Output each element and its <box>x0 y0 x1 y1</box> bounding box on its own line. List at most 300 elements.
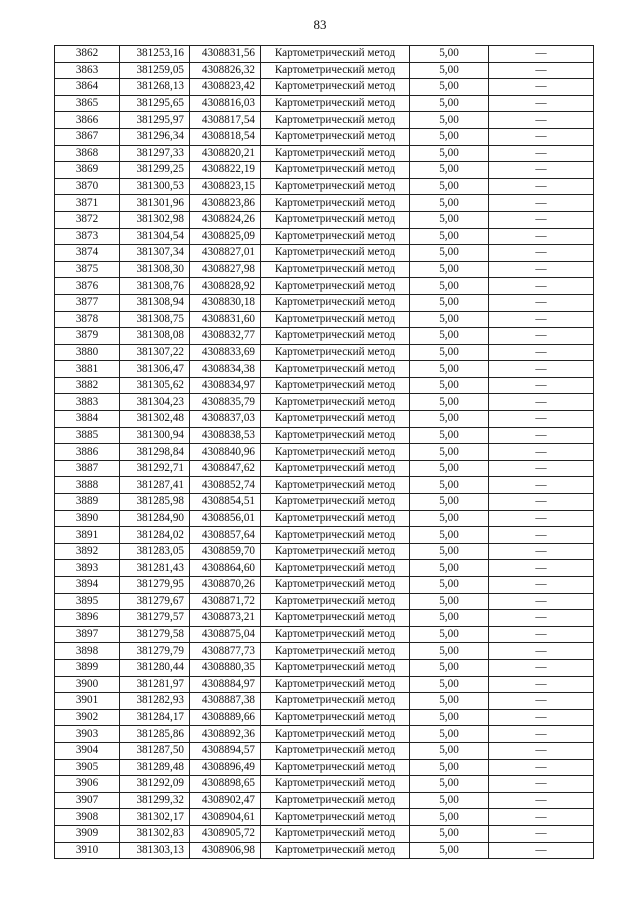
point-number-cell: 3894 <box>55 577 120 594</box>
point-number-cell: 3891 <box>55 527 120 544</box>
x-coordinate-cell: 381279,57 <box>120 610 190 627</box>
table-row <box>55 427 594 444</box>
description-cell: — <box>489 593 594 610</box>
point-number-cell: 3865 <box>55 95 120 112</box>
y-coordinate-cell: 4308816,03 <box>190 95 261 112</box>
table-row <box>55 162 594 179</box>
y-coordinate-cell: 4308832,77 <box>190 328 261 345</box>
y-coordinate-cell: 4308838,53 <box>190 427 261 444</box>
point-number-cell: 3876 <box>55 278 120 295</box>
x-coordinate-cell: 381268,13 <box>120 79 190 96</box>
point-number-cell: 3910 <box>55 842 120 859</box>
point-number-cell: 3905 <box>55 759 120 776</box>
description-cell: — <box>489 195 594 212</box>
description-cell: — <box>489 543 594 560</box>
description-cell: — <box>489 394 594 411</box>
accuracy-cell: 5,00 <box>410 593 489 610</box>
accuracy-cell: 5,00 <box>410 278 489 295</box>
method-cell: Картометрический метод <box>261 112 410 129</box>
accuracy-cell: 5,00 <box>410 560 489 577</box>
description-cell: — <box>489 709 594 726</box>
x-coordinate-cell: 381302,83 <box>120 825 190 842</box>
x-coordinate-cell: 381304,54 <box>120 228 190 245</box>
accuracy-cell: 5,00 <box>410 46 489 63</box>
table-row <box>55 128 594 145</box>
accuracy-cell: 5,00 <box>410 842 489 859</box>
y-coordinate-cell: 4308852,74 <box>190 477 261 494</box>
method-cell: Картометрический метод <box>261 377 410 394</box>
accuracy-cell: 5,00 <box>410 328 489 345</box>
table-row <box>55 328 594 345</box>
y-coordinate-cell: 4308887,38 <box>190 693 261 710</box>
x-coordinate-cell: 381305,62 <box>120 377 190 394</box>
x-coordinate-cell: 381296,34 <box>120 128 190 145</box>
description-cell: — <box>489 245 594 262</box>
y-coordinate-cell: 4308827,01 <box>190 245 261 262</box>
description-cell: — <box>489 377 594 394</box>
y-coordinate-cell: 4308820,21 <box>190 145 261 162</box>
description-cell: — <box>489 79 594 96</box>
y-coordinate-cell: 4308884,97 <box>190 676 261 693</box>
accuracy-cell: 5,00 <box>410 742 489 759</box>
description-cell: — <box>489 776 594 793</box>
accuracy-cell: 5,00 <box>410 79 489 96</box>
table-row <box>55 294 594 311</box>
point-number-cell: 3886 <box>55 444 120 461</box>
point-number-cell: 3890 <box>55 510 120 527</box>
table-row <box>55 742 594 759</box>
accuracy-cell: 5,00 <box>410 195 489 212</box>
description-cell: — <box>489 128 594 145</box>
description-cell: — <box>489 460 594 477</box>
method-cell: Картометрический метод <box>261 494 410 511</box>
description-cell: — <box>489 427 594 444</box>
method-cell: Картометрический метод <box>261 626 410 643</box>
accuracy-cell: 5,00 <box>410 211 489 228</box>
x-coordinate-cell: 381279,58 <box>120 626 190 643</box>
method-cell: Картометрический метод <box>261 394 410 411</box>
accuracy-cell: 5,00 <box>410 809 489 826</box>
accuracy-cell: 5,00 <box>410 693 489 710</box>
x-coordinate-cell: 381306,47 <box>120 361 190 378</box>
accuracy-cell: 5,00 <box>410 427 489 444</box>
accuracy-cell: 5,00 <box>410 311 489 328</box>
method-cell: Картометрический метод <box>261 261 410 278</box>
point-number-cell: 3900 <box>55 676 120 693</box>
method-cell: Картометрический метод <box>261 460 410 477</box>
table-row <box>55 112 594 129</box>
point-number-cell: 3907 <box>55 792 120 809</box>
method-cell: Картометрический метод <box>261 228 410 245</box>
table-row <box>55 228 594 245</box>
x-coordinate-cell: 381259,05 <box>120 62 190 79</box>
table-row <box>55 344 594 361</box>
method-cell: Картометрический метод <box>261 195 410 212</box>
accuracy-cell: 5,00 <box>410 294 489 311</box>
accuracy-cell: 5,00 <box>410 460 489 477</box>
y-coordinate-cell: 4308823,42 <box>190 79 261 96</box>
x-coordinate-cell: 381285,98 <box>120 494 190 511</box>
table-row <box>55 394 594 411</box>
description-cell: — <box>489 742 594 759</box>
table-row <box>55 377 594 394</box>
y-coordinate-cell: 4308902,47 <box>190 792 261 809</box>
x-coordinate-cell: 381285,86 <box>120 726 190 743</box>
accuracy-cell: 5,00 <box>410 95 489 112</box>
point-number-cell: 3903 <box>55 726 120 743</box>
method-cell: Картометрический метод <box>261 62 410 79</box>
table-row <box>55 610 594 627</box>
y-coordinate-cell: 4308818,54 <box>190 128 261 145</box>
x-coordinate-cell: 381308,75 <box>120 311 190 328</box>
point-number-cell: 3871 <box>55 195 120 212</box>
method-cell: Картометрический метод <box>261 211 410 228</box>
accuracy-cell: 5,00 <box>410 128 489 145</box>
table-row <box>55 460 594 477</box>
x-coordinate-cell: 381308,76 <box>120 278 190 295</box>
accuracy-cell: 5,00 <box>410 245 489 262</box>
accuracy-cell: 5,00 <box>410 726 489 743</box>
accuracy-cell: 5,00 <box>410 709 489 726</box>
table-row <box>55 477 594 494</box>
method-cell: Картометрический метод <box>261 527 410 544</box>
description-cell: — <box>489 411 594 428</box>
method-cell: Картометрический метод <box>261 162 410 179</box>
table-row <box>55 825 594 842</box>
x-coordinate-cell: 381281,43 <box>120 560 190 577</box>
y-coordinate-cell: 4308898,65 <box>190 776 261 793</box>
point-number-cell: 3901 <box>55 693 120 710</box>
y-coordinate-cell: 4308906,98 <box>190 842 261 859</box>
table-row <box>55 659 594 676</box>
point-number-cell: 3875 <box>55 261 120 278</box>
x-coordinate-cell: 381302,17 <box>120 809 190 826</box>
table-row <box>55 95 594 112</box>
x-coordinate-cell: 381292,09 <box>120 776 190 793</box>
x-coordinate-cell: 381284,17 <box>120 709 190 726</box>
accuracy-cell: 5,00 <box>410 776 489 793</box>
accuracy-cell: 5,00 <box>410 228 489 245</box>
accuracy-cell: 5,00 <box>410 543 489 560</box>
y-coordinate-cell: 4308840,96 <box>190 444 261 461</box>
point-number-cell: 3902 <box>55 709 120 726</box>
point-number-cell: 3884 <box>55 411 120 428</box>
description-cell: — <box>489 477 594 494</box>
accuracy-cell: 5,00 <box>410 411 489 428</box>
accuracy-cell: 5,00 <box>410 759 489 776</box>
point-number-cell: 3888 <box>55 477 120 494</box>
x-coordinate-cell: 381279,95 <box>120 577 190 594</box>
table-row <box>55 626 594 643</box>
y-coordinate-cell: 4308847,62 <box>190 460 261 477</box>
method-cell: Картометрический метод <box>261 742 410 759</box>
x-coordinate-cell: 381253,16 <box>120 46 190 63</box>
description-cell: — <box>489 95 594 112</box>
method-cell: Картометрический метод <box>261 759 410 776</box>
accuracy-cell: 5,00 <box>410 344 489 361</box>
table-row <box>55 527 594 544</box>
table-row <box>55 361 594 378</box>
y-coordinate-cell: 4308834,38 <box>190 361 261 378</box>
x-coordinate-cell: 381295,65 <box>120 95 190 112</box>
x-coordinate-cell: 381308,30 <box>120 261 190 278</box>
method-cell: Картометрический метод <box>261 593 410 610</box>
description-cell: — <box>489 494 594 511</box>
table-row <box>55 245 594 262</box>
y-coordinate-cell: 4308870,26 <box>190 577 261 594</box>
y-coordinate-cell: 4308823,15 <box>190 178 261 195</box>
point-number-cell: 3873 <box>55 228 120 245</box>
x-coordinate-cell: 381302,48 <box>120 411 190 428</box>
point-number-cell: 3882 <box>55 377 120 394</box>
x-coordinate-cell: 381308,08 <box>120 328 190 345</box>
table-row <box>55 494 594 511</box>
method-cell: Картометрический метод <box>261 693 410 710</box>
y-coordinate-cell: 4308826,32 <box>190 62 261 79</box>
description-cell: — <box>489 444 594 461</box>
table-row <box>55 62 594 79</box>
method-cell: Картометрический метод <box>261 344 410 361</box>
y-coordinate-cell: 4308856,01 <box>190 510 261 527</box>
y-coordinate-cell: 4308896,49 <box>190 759 261 776</box>
table-row <box>55 79 594 96</box>
description-cell: — <box>489 626 594 643</box>
y-coordinate-cell: 4308834,97 <box>190 377 261 394</box>
description-cell: — <box>489 178 594 195</box>
page-number: 83 <box>313 17 327 32</box>
table-row <box>55 809 594 826</box>
y-coordinate-cell: 4308875,04 <box>190 626 261 643</box>
table-row <box>55 178 594 195</box>
method-cell: Картометрический метод <box>261 776 410 793</box>
x-coordinate-cell: 381281,97 <box>120 676 190 693</box>
table-row <box>55 211 594 228</box>
method-cell: Картометрический метод <box>261 128 410 145</box>
y-coordinate-cell: 4308894,57 <box>190 742 261 759</box>
point-number-cell: 3877 <box>55 294 120 311</box>
point-number-cell: 3863 <box>55 62 120 79</box>
method-cell: Картометрический метод <box>261 328 410 345</box>
y-coordinate-cell: 4308830,18 <box>190 294 261 311</box>
description-cell: — <box>489 228 594 245</box>
x-coordinate-cell: 381287,50 <box>120 742 190 759</box>
description-cell: — <box>489 842 594 859</box>
accuracy-cell: 5,00 <box>410 610 489 627</box>
description-cell: — <box>489 676 594 693</box>
y-coordinate-cell: 4308904,61 <box>190 809 261 826</box>
x-coordinate-cell: 381307,22 <box>120 344 190 361</box>
coordinates-table <box>54 45 594 859</box>
method-cell: Картометрический метод <box>261 46 410 63</box>
point-number-cell: 3896 <box>55 610 120 627</box>
method-cell: Картометрический метод <box>261 311 410 328</box>
table-row <box>55 676 594 693</box>
point-number-cell: 3909 <box>55 825 120 842</box>
point-number-cell: 3899 <box>55 659 120 676</box>
y-coordinate-cell: 4308817,54 <box>190 112 261 129</box>
table-row <box>55 643 594 660</box>
point-number-cell: 3893 <box>55 560 120 577</box>
description-cell: — <box>489 527 594 544</box>
x-coordinate-cell: 381279,79 <box>120 643 190 660</box>
point-number-cell: 3895 <box>55 593 120 610</box>
accuracy-cell: 5,00 <box>410 577 489 594</box>
x-coordinate-cell: 381302,98 <box>120 211 190 228</box>
method-cell: Картометрический метод <box>261 659 410 676</box>
x-coordinate-cell: 381284,90 <box>120 510 190 527</box>
point-number-cell: 3867 <box>55 128 120 145</box>
x-coordinate-cell: 381298,84 <box>120 444 190 461</box>
point-number-cell: 3898 <box>55 643 120 660</box>
y-coordinate-cell: 4308905,72 <box>190 825 261 842</box>
accuracy-cell: 5,00 <box>410 510 489 527</box>
method-cell: Картометрический метод <box>261 477 410 494</box>
accuracy-cell: 5,00 <box>410 494 489 511</box>
accuracy-cell: 5,00 <box>410 825 489 842</box>
table-row <box>55 543 594 560</box>
point-number-cell: 3908 <box>55 809 120 826</box>
point-number-cell: 3892 <box>55 543 120 560</box>
table-row <box>55 776 594 793</box>
accuracy-cell: 5,00 <box>410 643 489 660</box>
method-cell: Картометрический метод <box>261 245 410 262</box>
method-cell: Картометрический метод <box>261 427 410 444</box>
x-coordinate-cell: 381282,93 <box>120 693 190 710</box>
x-coordinate-cell: 381283,05 <box>120 543 190 560</box>
x-coordinate-cell: 381304,23 <box>120 394 190 411</box>
y-coordinate-cell: 4308828,92 <box>190 278 261 295</box>
accuracy-cell: 5,00 <box>410 162 489 179</box>
table-row <box>55 560 594 577</box>
x-coordinate-cell: 381307,34 <box>120 245 190 262</box>
y-coordinate-cell: 4308833,69 <box>190 344 261 361</box>
accuracy-cell: 5,00 <box>410 62 489 79</box>
x-coordinate-cell: 381303,13 <box>120 842 190 859</box>
method-cell: Картометрический метод <box>261 278 410 295</box>
method-cell: Картометрический метод <box>261 411 410 428</box>
description-cell: — <box>489 693 594 710</box>
y-coordinate-cell: 4308871,72 <box>190 593 261 610</box>
y-coordinate-cell: 4308857,64 <box>190 527 261 544</box>
point-number-cell: 3885 <box>55 427 120 444</box>
description-cell: — <box>489 211 594 228</box>
description-cell: — <box>489 62 594 79</box>
accuracy-cell: 5,00 <box>410 377 489 394</box>
point-number-cell: 3869 <box>55 162 120 179</box>
x-coordinate-cell: 381299,32 <box>120 792 190 809</box>
point-number-cell: 3879 <box>55 328 120 345</box>
description-cell: — <box>489 328 594 345</box>
accuracy-cell: 5,00 <box>410 261 489 278</box>
description-cell: — <box>489 294 594 311</box>
table-row <box>55 444 594 461</box>
y-coordinate-cell: 4308892,36 <box>190 726 261 743</box>
accuracy-cell: 5,00 <box>410 361 489 378</box>
point-number-cell: 3868 <box>55 145 120 162</box>
x-coordinate-cell: 381295,97 <box>120 112 190 129</box>
description-cell: — <box>489 145 594 162</box>
table-row <box>55 842 594 859</box>
description-cell: — <box>489 726 594 743</box>
method-cell: Картометрический метод <box>261 709 410 726</box>
x-coordinate-cell: 381284,02 <box>120 527 190 544</box>
accuracy-cell: 5,00 <box>410 527 489 544</box>
method-cell: Картометрический метод <box>261 145 410 162</box>
method-cell: Картометрический метод <box>261 95 410 112</box>
x-coordinate-cell: 381287,41 <box>120 477 190 494</box>
accuracy-cell: 5,00 <box>410 112 489 129</box>
point-number-cell: 3897 <box>55 626 120 643</box>
table-row <box>55 726 594 743</box>
y-coordinate-cell: 4308854,51 <box>190 494 261 511</box>
y-coordinate-cell: 4308835,79 <box>190 394 261 411</box>
method-cell: Картометрический метод <box>261 560 410 577</box>
y-coordinate-cell: 4308873,21 <box>190 610 261 627</box>
method-cell: Картометрический метод <box>261 79 410 96</box>
y-coordinate-cell: 4308859,70 <box>190 543 261 560</box>
point-number-cell: 3887 <box>55 460 120 477</box>
y-coordinate-cell: 4308877,73 <box>190 643 261 660</box>
description-cell: — <box>489 311 594 328</box>
accuracy-cell: 5,00 <box>410 626 489 643</box>
table-row <box>55 278 594 295</box>
y-coordinate-cell: 4308889,66 <box>190 709 261 726</box>
accuracy-cell: 5,00 <box>410 477 489 494</box>
y-coordinate-cell: 4308831,60 <box>190 311 261 328</box>
description-cell: — <box>489 659 594 676</box>
x-coordinate-cell: 381292,71 <box>120 460 190 477</box>
accuracy-cell: 5,00 <box>410 178 489 195</box>
x-coordinate-cell: 381299,25 <box>120 162 190 179</box>
table-row <box>55 792 594 809</box>
table-row <box>55 709 594 726</box>
accuracy-cell: 5,00 <box>410 659 489 676</box>
table-row <box>55 577 594 594</box>
point-number-cell: 3904 <box>55 742 120 759</box>
method-cell: Картометрический метод <box>261 825 410 842</box>
description-cell: — <box>489 792 594 809</box>
description-cell: — <box>489 112 594 129</box>
description-cell: — <box>489 510 594 527</box>
point-number-cell: 3866 <box>55 112 120 129</box>
y-coordinate-cell: 4308880,35 <box>190 659 261 676</box>
table-row <box>55 261 594 278</box>
method-cell: Картометрический метод <box>261 444 410 461</box>
point-number-cell: 3906 <box>55 776 120 793</box>
x-coordinate-cell: 381289,48 <box>120 759 190 776</box>
description-cell: — <box>489 261 594 278</box>
table-row <box>55 311 594 328</box>
description-cell: — <box>489 278 594 295</box>
point-number-cell: 3862 <box>55 46 120 63</box>
y-coordinate-cell: 4308837,03 <box>190 411 261 428</box>
method-cell: Картометрический метод <box>261 543 410 560</box>
method-cell: Картометрический метод <box>261 643 410 660</box>
table-row <box>55 759 594 776</box>
accuracy-cell: 5,00 <box>410 145 489 162</box>
point-number-cell: 3889 <box>55 494 120 511</box>
table-row <box>55 46 594 63</box>
description-cell: — <box>489 577 594 594</box>
point-number-cell: 3880 <box>55 344 120 361</box>
x-coordinate-cell: 381279,67 <box>120 593 190 610</box>
description-cell: — <box>489 610 594 627</box>
method-cell: Картометрический метод <box>261 610 410 627</box>
y-coordinate-cell: 4308831,56 <box>190 46 261 63</box>
description-cell: — <box>489 162 594 179</box>
description-cell: — <box>489 344 594 361</box>
accuracy-cell: 5,00 <box>410 676 489 693</box>
